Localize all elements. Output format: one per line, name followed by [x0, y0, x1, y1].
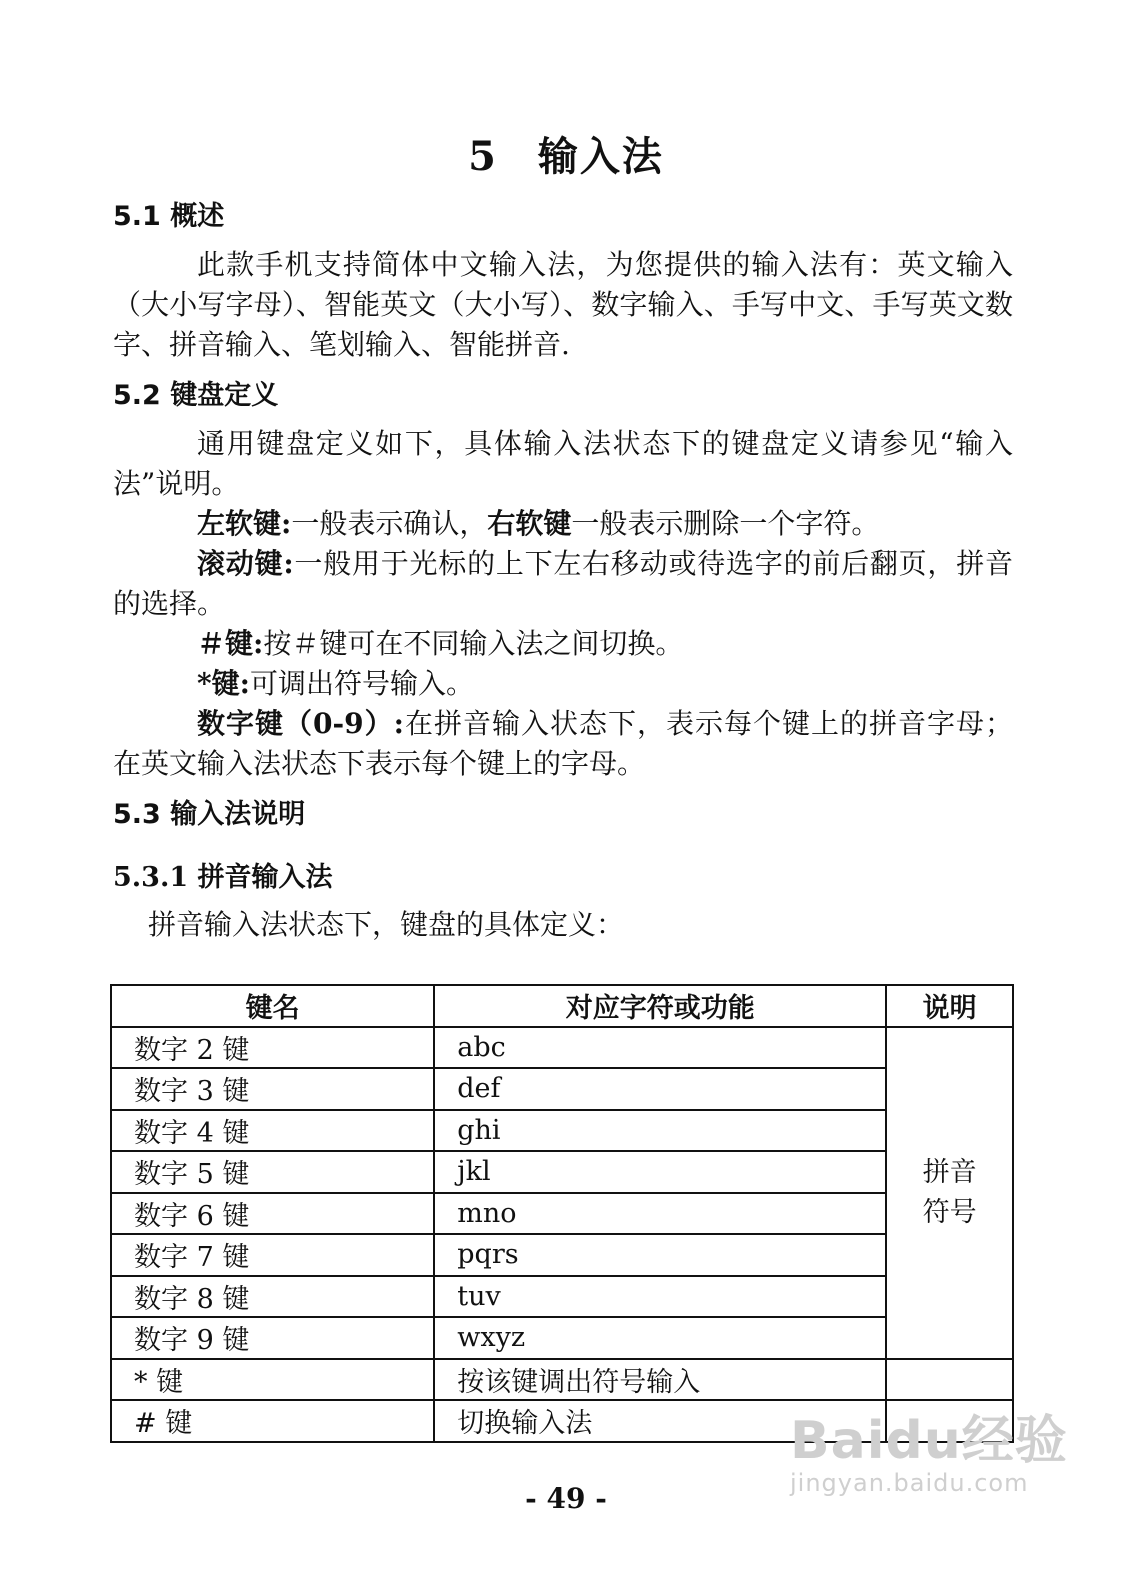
key-name-cell: 数字 6 键 [111, 1193, 434, 1235]
key-name-cell: 数字 7 键 [111, 1234, 434, 1276]
chapter-name: 输入法 [537, 133, 664, 180]
key-name-cell: 数字 8 键 [111, 1276, 434, 1318]
table-row [111, 1027, 1013, 1069]
section-5-1-body: 此款手机支持简体中文输入法，为您提供的输入法有：英文输入（大小写字母）、智能英文（大小写）、数字输入、手写中文、手写英文数字、拼音输入、笔划输入、智能拼音. [113, 248, 1013, 361]
keyboard-intro: 通用键盘定义如下，具体输入法状态下的键盘定义请参见“输入法”说明。 [113, 427, 1013, 500]
key-name-cell: 数字 2 键 [111, 1027, 434, 1069]
section-5-3-heading: 5.3 输入法说明 [113, 799, 306, 830]
key-name-cell: # 键 [111, 1400, 434, 1442]
table-row [111, 1110, 1013, 1152]
table-row [111, 1317, 1013, 1359]
function-cell: pqrs [434, 1234, 886, 1276]
baidu-watermark [790, 1398, 1068, 1497]
section-5-3-1-heading: 5.3.1 拼音输入法 [113, 862, 333, 893]
function-cell: tuv [434, 1276, 886, 1318]
left-soft-key-desc: 左软键:一般表示确认，右软键一般表示删除一个字符。 [197, 507, 880, 540]
table-row [111, 1359, 1013, 1401]
watermark-logo: Baidu经验 [790, 1411, 1068, 1471]
function-cell: abc [434, 1027, 886, 1069]
page-number: - 49 - [525, 1482, 607, 1515]
digit-key-label: 数字键（0-9）: [197, 707, 404, 740]
key-name-cell: 数字 3 键 [111, 1068, 434, 1110]
header-note: 说明 [886, 985, 1013, 1027]
key-name-cell: 数字 5 键 [111, 1151, 434, 1193]
function-cell: def [434, 1068, 886, 1110]
table-header-row [111, 985, 1013, 1027]
hash-key-label: ＃键: [197, 627, 264, 660]
function-cell: jkl [434, 1151, 886, 1193]
hash-key-desc: ＃键:按＃键可在不同输入法之间切换。 [197, 627, 684, 660]
watermark-url: jingyan.baidu.com [790, 1469, 1029, 1497]
table-row [111, 1068, 1013, 1110]
right-soft-key-label: 右软键 [487, 507, 572, 540]
table-row [111, 1234, 1013, 1276]
function-cell: 按该键调出符号输入 [434, 1359, 886, 1401]
key-name-cell: 数字 4 键 [111, 1110, 434, 1152]
empty-note-cell [886, 1359, 1013, 1401]
pinyin-intro: 拼音输入法状态下，键盘的具体定义： [148, 908, 625, 941]
function-cell: mno [434, 1193, 886, 1235]
chapter-title [0, 125, 1132, 182]
key-name-cell: 数字 9 键 [111, 1317, 434, 1359]
key-name-cell: * 键 [111, 1359, 434, 1401]
function-cell: 切换输入法 [434, 1400, 886, 1442]
section-5-1-heading: 5.1 概述 [113, 201, 225, 232]
table-row [111, 1193, 1013, 1235]
digit-key-desc: 数字键（0-9）:在拼音输入状态下，表示每个键上的拼音字母；在英文输入法状态下表示每个键上的字母。 [113, 707, 1013, 780]
scroll-key-desc: 滚动键:一般用于光标的上下左右移动或待选字的前后翻页，拼音的选择。 [113, 547, 1013, 620]
pinyin-key-table [110, 984, 1014, 1443]
table-row [111, 1151, 1013, 1193]
star-key-label: *键: [197, 667, 250, 700]
function-cell: ghi [434, 1110, 886, 1152]
function-cell: wxyz [434, 1317, 886, 1359]
header-key-name: 键名 [111, 985, 434, 1027]
pinyin-symbol-note: 拼音 符号 [886, 1027, 1013, 1359]
scroll-key-label: 滚动键: [197, 547, 294, 580]
chapter-number: 5 [468, 133, 498, 180]
table-row [111, 1276, 1013, 1318]
header-function: 对应字符或功能 [434, 985, 886, 1027]
star-key-desc: *键:可调出符号输入。 [197, 667, 474, 700]
left-soft-key-label: 左软键: [197, 507, 292, 540]
section-5-2-heading: 5.2 键盘定义 [113, 380, 279, 411]
